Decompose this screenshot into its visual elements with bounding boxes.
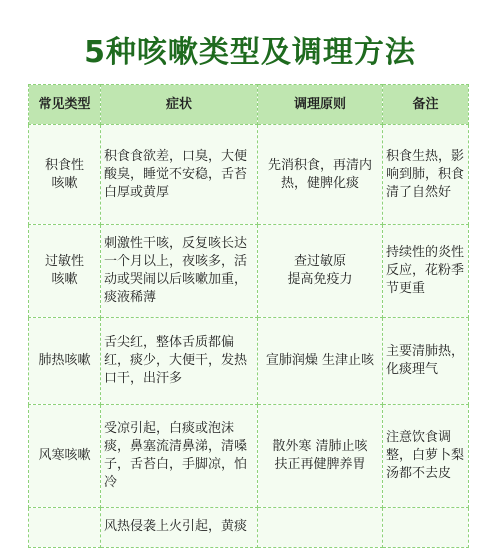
cell-principle: 散外寒 清肺止咳 扶正再健脾养胃: [258, 405, 383, 508]
cell-type: [29, 508, 101, 548]
cell-principle: 查过敏原 提高免疫力: [258, 225, 383, 318]
cell-note: 主要清肺热，化痰理气: [383, 318, 469, 405]
cell-symptom: 受凉引起，白痰或泡沫痰，鼻塞流清鼻涕，清嗓子，舌苔白，手脚凉，怕冷: [101, 405, 258, 508]
page-title: 5种咳嗽类型及调理方法: [84, 35, 416, 70]
table-row: [29, 225, 469, 318]
cell-type: 积食性 咳嗽: [29, 125, 101, 225]
cell-note: 注意饮食调整，白萝卜梨汤都不去皮: [383, 405, 469, 508]
cough-types-table: [28, 84, 469, 548]
header-note: 备注: [383, 85, 469, 125]
cell-symptom: 刺激性干咳，反复咳长达一个月以上，夜咳多，活动或哭闹以后咳嗽加重，痰液稀薄: [101, 225, 258, 318]
header-type: 常见类型: [29, 85, 101, 125]
cell-symptom: 舌尖红，整体舌质都偏红，痰少，大便干，发热口干，出汗多: [101, 318, 258, 405]
cell-note: 积食生热，影响到肺，积食清了自然好: [383, 125, 469, 225]
cell-type: 过敏性 咳嗽: [29, 225, 101, 318]
cell-principle: 先消积食，再清内热，健脾化痰: [258, 125, 383, 225]
table-row: [29, 318, 469, 405]
header-principle: 调理原则: [258, 85, 383, 125]
cell-principle: [258, 508, 383, 548]
cell-type: 肺热咳嗽: [29, 318, 101, 405]
cell-note: [383, 508, 469, 548]
cell-symptom: 风热侵袭上火引起，黄痰: [101, 508, 258, 548]
cell-symptom: 积食食欲差，口臭，大便酸臭，睡觉不安稳，舌苔白厚或黄厚: [101, 125, 258, 225]
table-row: [29, 125, 469, 225]
cell-note: 持续性的炎性反应，花粉季节更重: [383, 225, 469, 318]
table-row: [29, 508, 469, 548]
table-header-row: [29, 85, 469, 125]
table-row: [29, 405, 469, 508]
cell-principle: 宣肺润燥 生津止咳: [258, 318, 383, 405]
header-symptom: 症状: [101, 85, 258, 125]
cell-type: 风寒咳嗽: [29, 405, 101, 508]
